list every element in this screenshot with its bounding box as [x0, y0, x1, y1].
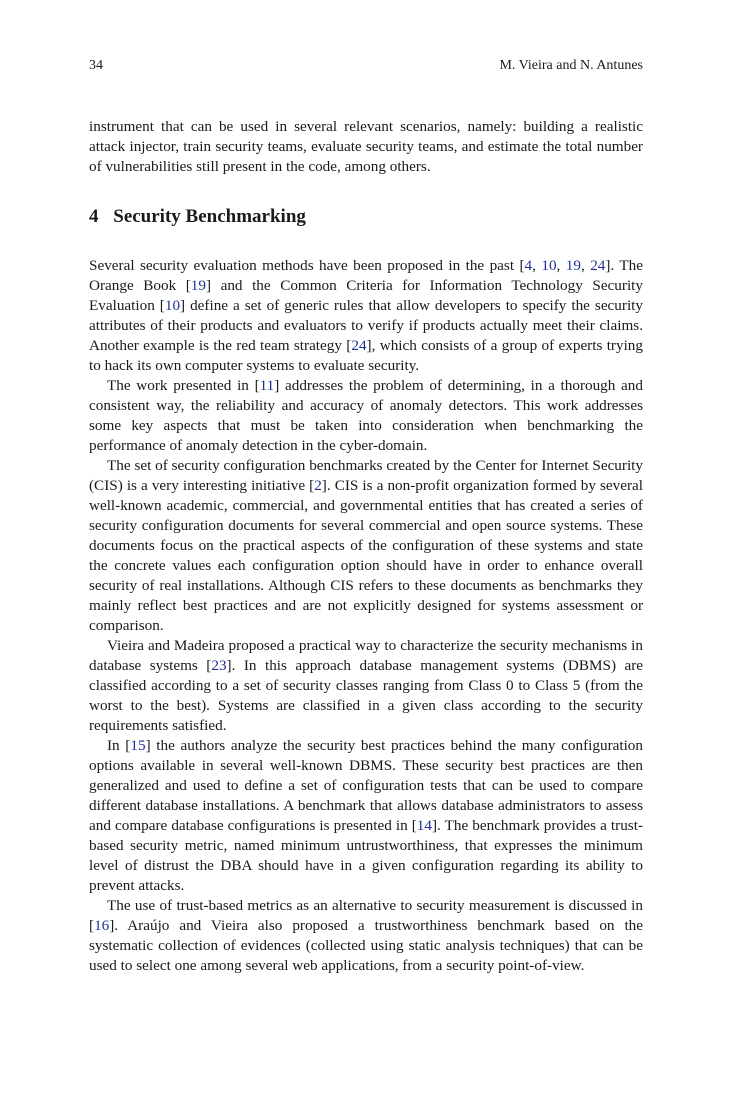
page-header [89, 58, 643, 74]
citation-link[interactable]: 24 [351, 337, 367, 354]
citation-link[interactable]: 10 [164, 297, 181, 314]
section-title: Security Benchmarking [113, 206, 306, 227]
citation-link[interactable]: 14 [416, 817, 432, 834]
citation-link[interactable]: 4 [524, 257, 533, 274]
citation-link[interactable]: 23 [211, 657, 227, 674]
citation-link[interactable]: 19 [190, 277, 206, 294]
citation-link[interactable]: 15 [130, 737, 146, 754]
citation-link[interactable]: 11 [259, 377, 275, 394]
body-paragraph: The set of security configuration benchmarks created by the Center for Internet Security (CIS) is a very interesting initiative [2]. CIS is a non-profit organization formed by several well-known academic, commercial, and governmental entities that has created a series of security configuration documents for several commercial and open source systems. These documents focus on the practical aspects of the configuration of these systems and state the concrete values each configuration option should have in order to enhance overall security of real installations. Although CIS refers to these documents as benchmarks they mainly reflect best practices and are not explicitly designed for systems assessment or comparison. [89, 457, 643, 634]
citation-link[interactable]: 10 [541, 257, 557, 274]
body-paragraph: Vieira and Madeira proposed a practical way to characterize the security mechanisms in database systems [23]. In this approach database management systems (DBMS) are classified according to a set of security classes ranging from Class 0 to Class 5 (from the worst to the best). Systems are classified in a given class according to the security requirements satisfied. [89, 637, 644, 734]
body-paragraph: Several security evaluation methods have been proposed in the past [4, 10, 19, 24]. The Orange Book [19] and the Common Criteria for Information Technology Security Evaluation [10] define a set of generic rules that allow developers to specify the security attributes of their products and evaluators to verify if products actually meet their claims. Another example is the red team strategy [24], which consists of a group of experts trying to hack its own computer systems to evaluate security. [89, 257, 644, 374]
body-paragraph: In [15] the authors analyze the security best practices behind the many configuration options available in several well-known DBMS. These security best practices are then generalized and used to define a set of configuration tests that can be used to compare different database installations. A benchmark that allows database administrators to assess and compare database configurations is presented in [14]. The benchmark provides a trust-based security metric, named minimum untrustworthiness, that expresses the minimum level of distrust the DBA should have in a given configuration regarding its ability to prevent attacks. [89, 737, 643, 894]
intro-block [89, 117, 643, 177]
page-number: 34 [89, 58, 103, 73]
citation-link[interactable]: 24 [590, 257, 606, 274]
section-number: 4 [89, 206, 99, 227]
citation-link[interactable]: 19 [565, 257, 581, 274]
body-paragraph: The work presented in [11] addresses the problem of determining, in a thorough and consistent way, the reliability and accuracy of anomaly detectors. This work addresses some key aspects that must be taken into consideration when benchmarking the performance of anomaly detection in the cyber-domain. [89, 377, 643, 454]
citation-link[interactable]: 16 [94, 917, 110, 934]
section-body [89, 256, 643, 976]
running-head: M. Vieira and N. Antunes [499, 58, 643, 73]
body-paragraph: The use of trust-based metrics as an alternative to security measurement is discussed in [16]. Araújo and Vieira also proposed a trustworthiness benchmark based on the systematic collection of evidences (collected using static analysis techniques) that can be used to select one among several web applications, from a security point-of-view. [89, 897, 643, 974]
section-heading [89, 206, 306, 228]
intro-paragraph: instrument that can be used in several relevant scenarios, namely: building a realistic attack injector, train security teams, evaluate security teams, and estimate the total number of vulnerabilities still present in the code, among others. [89, 118, 643, 175]
citation-link[interactable]: 2 [314, 477, 322, 494]
